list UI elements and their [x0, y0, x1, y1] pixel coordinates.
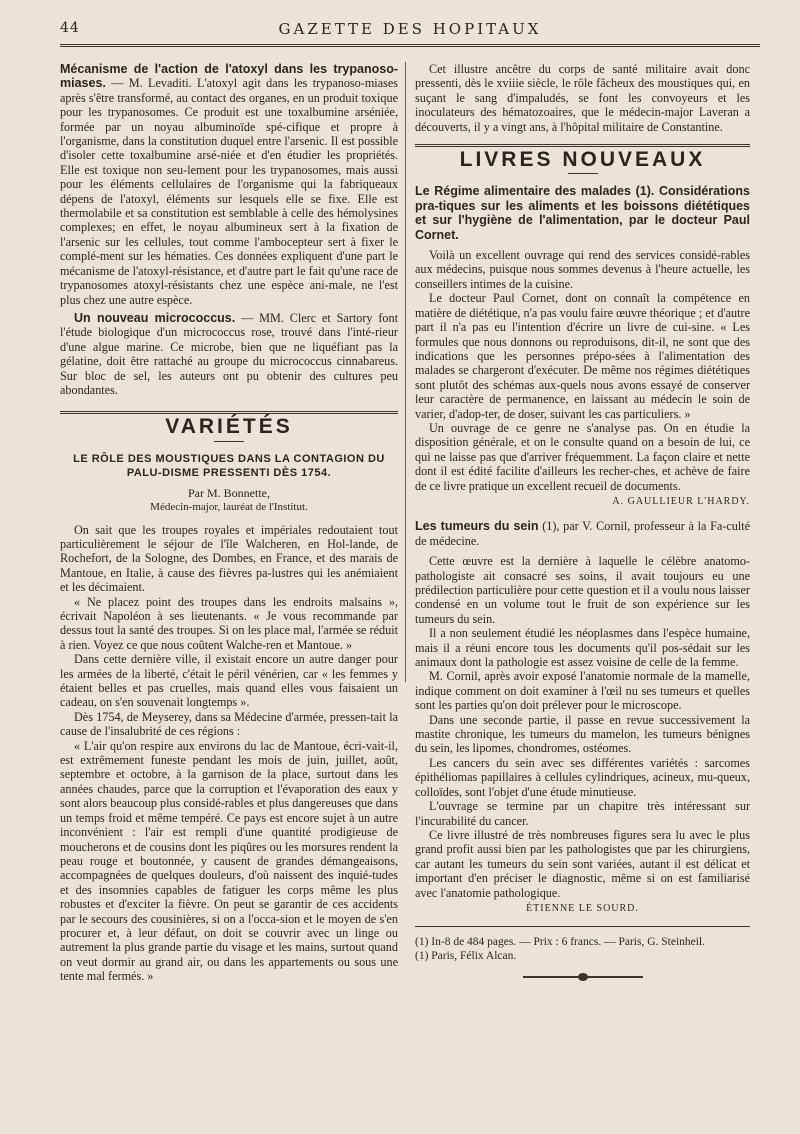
page-number: 44: [60, 20, 80, 36]
review2-paragraph: Cette œuvre est la dernière à laquelle le célèbre anatomo-pathologiste ait consacré ses soins, il avait toujours eu une prédilection particulière pour cette question et il a voulu nous laisser condensé en un volume tout le fruit de son expérience sur les tumeurs du sein.: [415, 554, 750, 626]
left-column: [60, 62, 398, 984]
review1-subtitle: Considérations pra-tiques sur les aliments et les boissons diététiques et sur l'hygiène de l'alimentation, par le docteur Paul Cornet.: [415, 184, 750, 242]
heading-rule: [214, 441, 244, 442]
review1-signature: A. GAULLIEUR L'HARDY.: [612, 495, 750, 507]
review1-title: Le Régime alimentaire des malades (1).: [415, 184, 655, 199]
review1-paragraph: Voilà un excellent ouvrage qui rend des services considé-rables aux médecins, puisque nous sommes devenus à l'heure actuelle, les conseillers intimes de la cuisine.: [415, 248, 750, 291]
atoxyl-title: Mécanisme de l'action de l'atoxyl dans les trypanoso-miases.: [60, 62, 398, 91]
review2-paragraph: Ce livre illustré de très nombreuses figures sera lu avec le plus grand profit aussi bien par les pathologistes que par les chirurgiens, car autant les tumeurs du sein sont variées, autant il est délicat et important d'en préciser le diagnostic, même si on est familiarisé avec l'anatomie pathologique.: [415, 827, 750, 900]
column-divider: [405, 62, 406, 682]
micrococcus-title: Un nouveau micrococcus.: [74, 310, 236, 325]
review1-paragraph: Un ouvrage de ce genre ne s'analyse pas. On en étudie la disposition générale, et on le consulte quand on a besoin de lui, ce qui ne laisse pas que d'arriver fréquemment. La façon claire et nette dont il est édité facilite d'ailleurs les recher-ches, et achève de faire de ce livre pratique un excellent recueil de documents.: [415, 420, 750, 493]
varietes-paragraph: Dès 1754, de Meyserey, dans sa Médecine d'armée, pressen-tait la cause de l'insalubrité de ces régions :: [60, 709, 398, 739]
review2-subtitle: (1), par V. Cornil, professeur à la Fa-culté de médecine.: [415, 519, 750, 548]
review1-paragraph: Le docteur Paul Cornet, dont on connaît la compétence en matière de diététique, n'a pas voulu faire œuvre théorique ; et d'autre part il n'a pas eu l'intention d'écrire un livre de cui-sine. « Les formules que nous donnons ou reproduisons, dit-il, ne sont que des indications que les personnes prépo-sées à l'alimentation des malades se chargeront d'exécuter. De même nos régimes diététiques sont plutôt des schémas aux-quels nous avons essayé de conserver leur caractère de permanence, en laissant au médecin le soin de varier, d'adop-ter, de doser, suivant les cas particuliers. »: [415, 291, 750, 421]
end-ornament: [523, 973, 643, 981]
review2-title: Les tumeurs du sein: [415, 519, 539, 534]
review2-signature: ÉTIENNE LE SOURD.: [526, 902, 639, 914]
varietes-paragraph: On sait que les troupes royales et impériales redoutaient tout particulièrement le séjour de l'île Walcheren, en Hol-lande, de Rochefort, de la Sologne, des Dombes, en France, et des marais de Mantoue, en Italie, à cause des fièvres pa-lustres qui les anémiaient et les décimaient.: [60, 522, 398, 595]
micrococcus-paragraph: [60, 311, 398, 397]
header-rule: [60, 44, 760, 47]
atoxyl-body: — M. Levaditi. L'atoxyl agit dans les trypanoso-miases après s'être transformé, au contact des organes, en un produit toxique pour les trypanosomes. Ce produit est une toxalbumine arséniée, formée par un noyau albuminoïde spé-cifique et propre à l'organisme, dans la constitution duquel entre l'arsenic. Il est possible d'isoler cette toxalbumine arsé-niée et d'en étudier les propriétés. Elle est toxique non seu-lement pour les trypanosomes, mais aussi pour les éléments cellulaires de l'organisme qui la fabriqueaux dépens de l'atoxyl, éléments sur lesquels elle se fixe. Elle est thermolabile et sa constitution est semblable à celle des hémolysines complexes; en effet, le noyau albumineux sert à la fixation de l'arsenic sur les cellules, tout comme l'ambocepteur sert à fixer le complé-ment sur les hématies. Ces données expliquent d'une part le mécanisme de l'atoxyl-résistance, et d'autre part le fait qu'une race de trypanosomes atoxyl-résistants chez une espèce ani-male, ne l'est plus chez une autre espèce.: [60, 76, 399, 307]
review2-paragraph: M. Cornil, après avoir exposé l'anatomie normale de la mamelle, indique comment on doit examiner à l'œil nu ses tumeurs et quelles sont les parties qu'on doit prélever pour le microscope.: [415, 669, 750, 713]
review2-paragraph: L'ouvrage se termine par un chapitre très intéressant sur l'incurabilité du cancer.: [415, 799, 750, 828]
footnote: (1) In-8 de 484 pages. — Prix : 6 francs. — Paris, G. Steinheil.: [415, 936, 706, 949]
section-separator: [415, 144, 750, 147]
varietes-heading: VARIÉTÉS: [165, 415, 293, 439]
byline: Par M. Bonnette,: [188, 485, 270, 500]
review1-heading: [415, 184, 750, 242]
review2-heading: [415, 519, 750, 548]
footnote: (1) Paris, Félix Alcan.: [415, 950, 517, 963]
footnote-rule: [415, 926, 750, 927]
review2-paragraph: Il a non seulement étudié les néoplasmes dans l'espèce humaine, mais il a réuni encore tous les documents qu'il pos-sédait sur les animaux dont la pathologie est assez voisine de celle de la femme.: [415, 626, 750, 670]
continuation-paragraph: Cet illustre ancêtre du corps de santé militaire avait donc pressenti, dès le xviiie siècle, le rôle fâcheux des moustiques qui, en suçant le sang d'impaludés, se font les convoyeurs et les inoculateurs des hématozoaires, que le médecin-major Laveran a découverts, il y a vingt ans, à l'hôpital militaire de Constantine.: [415, 62, 750, 134]
micrococcus-body: — MM. Clerc et Sartory font l'étude biologique d'un micrococcus rose, trouvé dans l'inté-rieur d'une algue marine. Ce microbe, bien que ne liquéfiant pas la gélatine, doit être rattaché au groupe du micrococcus cinnabareus. Sur bloc de sel, les auteurs ont pu obtenir des cultures peu abondantes.: [60, 310, 398, 397]
footnotes: [415, 935, 750, 963]
varietes-article-title: LE RÔLE DES MOUSTIQUES DANS LA CONTAGION DU PALU-DISME PRESSENTI DÈS 1754.: [73, 452, 385, 479]
heading-rule: [568, 173, 598, 174]
atoxyl-paragraph: [60, 62, 398, 307]
right-column: [415, 62, 750, 981]
livres-heading: LIVRES NOUVEAUX: [459, 148, 706, 172]
review2-paragraph: Les cancers du sein avec ses différentes variétés : sarcomes épithéliomas papillaires à cellules cylindriques, acineux, mu-queux, colloïdes, sont l'objet d'une étude minutieuse.: [415, 755, 750, 799]
page-header: [60, 20, 760, 42]
varietes-paragraph: « L'air qu'on respire aux environs du lac de Mantoue, écri-vait-il, est extrêmement funeste pendant les mois de juin, juillet, août, septembre et octobre, à la garnison de la place, surtout dans les années chaudes, parce que la corruption et l'évaporation des eaux y sont alors beaucoup plus considé-rables et plus dangereuses que dans un temps froid et même tempéré. Ce pays est encore sujet à un autre inconvénient : l'air est rempli d'une quantité prodigieuse de moucherons et de cousins dont les piqûres ou les morsures rendent la peau rouge et boutonnée, y causent de grandes démangeaisons, accompagnées de quelques douleurs, d'où naissent des inquié-tudes et des insomnies capables de fatiguer les corps même les plus robustes et d'exciter la fièvre. On peut se garantir de ces accidents par le secours des cousinières, si on a l'occa-sion et le moyen de s'en procurer et, à leur défaut, on doit se couvrir avec un linge ou autrement la plus grande partie du visage et les mains, surtout quand on veut dormir au grand air, ou dans les appartements ou sous une tente mal fermés. »: [60, 738, 398, 984]
running-title: GAZETTE DES HOPITAUX: [278, 20, 542, 38]
review2-paragraph: Dans une seconde partie, il passe en revue successivement la mastite chronique, les tumeurs du mamelon, les tumeurs bénignes du sein, les lipomes, chondromes, ostéomes.: [415, 712, 750, 756]
section-separator: [60, 411, 398, 414]
byline-affiliation: Médecin-major, lauréat de l'Institut.: [150, 501, 308, 514]
varietes-paragraph: « Ne placez point des troupes dans les endroits malsains », écrivait Napoléon à ses lieutenants. « Je vous recommande par dessus tout la santé des troupes. Si on les place mal, l'armée se réduit à rien. Voyez ce que nous coûtent Walche-ren et Mantoue. »: [60, 594, 398, 652]
varietes-paragraph: Dans cette dernière ville, il existait encore un autre danger pour les armées de la liberté, c'était le péril vénérien, car « les femmes y étaient belles et pas cruelles, mais quand elles vous faisaient un cadeau, on s'en souvenait longtemps ».: [60, 652, 398, 710]
